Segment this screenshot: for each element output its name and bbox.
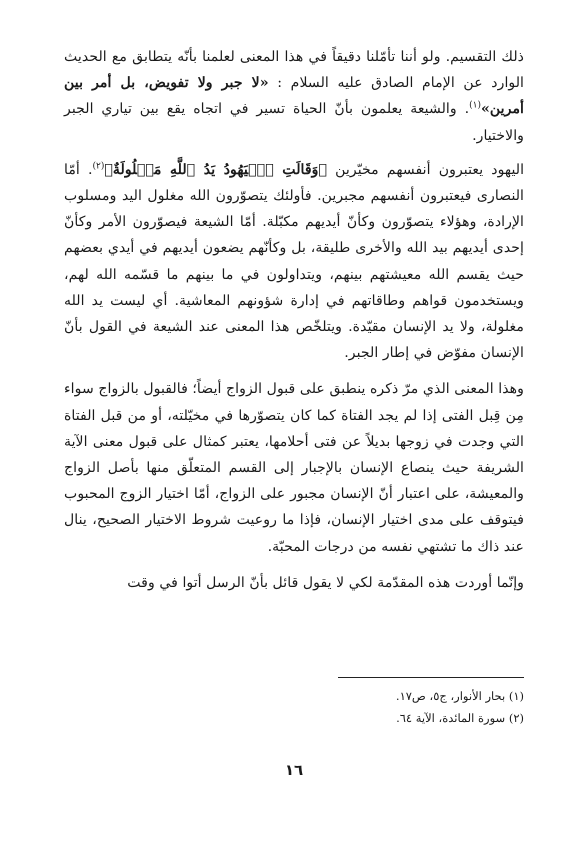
footnote-2: (٢) سورة المائدة، الآية ٦٤. bbox=[396, 711, 524, 725]
footnote-ref-2: (٢) bbox=[92, 161, 105, 172]
footnote-1: (١) بحار الأنوار، ج٥، ص١٧. bbox=[395, 689, 524, 703]
quran-verse-quote: ﴿وَقَالَتِ ٱلۡيَهُودُ يَدُ ٱللَّهِ مَغۡلُولَةٌ﴾ bbox=[104, 161, 327, 178]
footnotes bbox=[64, 685, 524, 729]
text-run: . والشيعة يعلمون بأنّ الحياة تسير في اتجاه يقع بين تياري الجبر والاختيار. bbox=[64, 101, 524, 144]
text-run: وهذا المعنى الذي مرّ ذكره ينطبق على قبول الزواج أيضاً؛ فالقبول بالزواج سواء مِن قِبل الفتى إذا لم يجد الفتاة كما كان يتصوّرها في مخيّلته، أو من قبل الفتاة التي وجدت في زوجها بديلاً عن فتى أحلامها، يعتبر كمثال على قبول معنى الآية الشريفة حيث ينصاع الإنسان بالإجبار إلى القسم المتعلّق منها بأصل الزواج والمعيشة، على اعتبار أنّ الإنسان مجبور على الزواج، أمّا اختيار الزوج المحبوب فيتوقف على مدى اختيار الإنسان، فإذا ما روعيت شروط الاختيار الصحيح، ينال عند ذاك ما تشتهي نفسه من درجات المحبّة. bbox=[64, 381, 524, 555]
footnote-ref-1: (١) bbox=[469, 100, 481, 111]
footnote-separator bbox=[338, 677, 524, 678]
text-run: وإنّما أوردت هذه المقدّمة لكي لا يقول قائل بأنّ الرسل أتوا في وقت bbox=[127, 574, 524, 591]
paragraph-2 bbox=[64, 157, 524, 367]
hadith-quote: «لا جبر ولا تفويض، بل أمر بين أمرين» bbox=[64, 75, 524, 118]
text-run: . أمّا النصارى فيعتبرون أنفسهم مجبرين. فأولئك يتصوّرون الله مغلول اليد ومسلوب الإرادة، وهؤلاء يتصوّرون وكأنّ أيديهم مكبّلة. أمّا الشيعة فيصوّرون الأمر وكأنّ إحدى أيديهم بيد الله والأخرى طليقة، بل وكأنّهم يضعون أيديهم في أيدي بعضهم حيث يقسم الله معيشتهم بينهم، ويتداولون في ما بينهم ما قسّمه الله لهم، ويستخدمون قواهم وطاقاتهم في إدارة شؤونهم المعاشية. أي ليست يد الله مغلولة، ولا يد الإنسان مقيّدة. ويتلخّص هذا المعنى عند الشيعة في القول بأنّ الإنسان مفوّض في إطار الجبر. bbox=[64, 161, 524, 362]
paragraph-1 bbox=[64, 44, 524, 149]
text-run: ذلك التقسيم. ولو أننا تأمّلنا دقيقاً في هذا المعنى لعلمنا بأنّه يتطابق مع الحديث الوارد عن الإمام الصادق عليه السلام : bbox=[64, 49, 524, 92]
page-number: ١٦ bbox=[284, 761, 304, 779]
paragraph-4 bbox=[64, 570, 524, 596]
text-run: اليهود يعتبرون أنفسهم مخيّرين bbox=[327, 161, 525, 178]
paragraph-3 bbox=[64, 376, 524, 559]
main-text bbox=[64, 44, 524, 596]
